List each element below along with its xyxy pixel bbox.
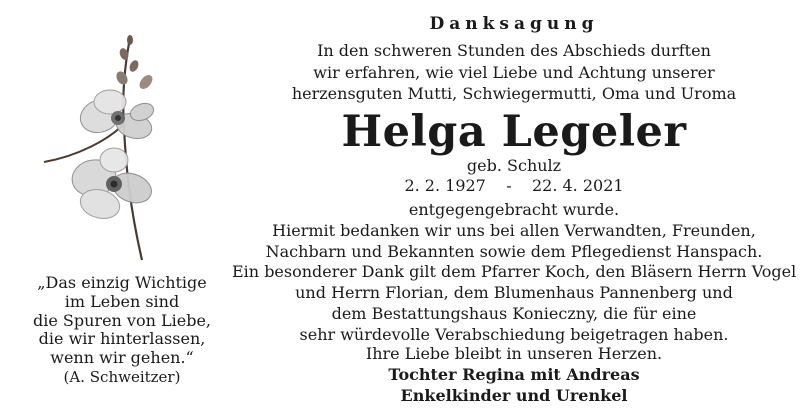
intro-line: herzensguten Mutti, Schwiegermutti, Oma und Uroma bbox=[291, 84, 737, 103]
signature-line: Tochter Regina mit Andreas bbox=[388, 365, 640, 384]
life-dates: 2. 2. 1927 - 22. 4. 2021 bbox=[404, 176, 624, 195]
quote-author: (A. Schweitzer) bbox=[63, 367, 181, 386]
intro-line: In den schweren Stunden des Abschieds durften bbox=[317, 41, 711, 60]
quote-line: „Das einzig Wichtige bbox=[37, 273, 207, 292]
body-line: Hiermit bedanken wir uns bei allen Verwandten, Freunden, bbox=[272, 220, 756, 240]
closing-block bbox=[232, 343, 796, 406]
quote-line: wenn wir gehen.“ bbox=[50, 348, 194, 368]
orchid-image bbox=[38, 28, 198, 268]
quote-line: die wir hinterlassen, bbox=[38, 329, 206, 349]
closing-line: Ihre Liebe bleibt in unseren Herzen. bbox=[365, 344, 663, 363]
quote-line: die Spuren von Liebe, bbox=[33, 310, 211, 330]
body-line: und Herrn Florian, dem Blumenhaus Pannenberg und bbox=[295, 283, 733, 303]
signature-line: Enkelkinder und Urenkel bbox=[400, 386, 628, 405]
quote-block bbox=[22, 274, 222, 387]
birth-name: geb. Schulz bbox=[466, 156, 562, 175]
intro-line: wir erfahren, wie viel Liebe und Achtung unserer bbox=[313, 62, 715, 82]
notice-title: Danksagung bbox=[429, 14, 599, 34]
body-line: Nachbarn und Bekannten sowie dem Pflegedienst Hanspach. bbox=[265, 241, 763, 261]
deceased-name: Helga Legeler bbox=[341, 107, 687, 157]
body-line: Ein besonderer Dank gilt dem Pfarrer Koch, den Bläsern Herrn Vogel bbox=[232, 262, 797, 282]
body-line: entgegengebracht wurde. bbox=[408, 200, 620, 219]
thanks-text bbox=[232, 200, 796, 346]
body-line: dem Bestattungshaus Konieczny, die für eine bbox=[331, 303, 697, 323]
intro-text bbox=[232, 40, 796, 105]
body-line: sehr würdevolle Verabschiedung beigetragen haben. bbox=[299, 324, 729, 344]
quote-line: im Leben sind bbox=[64, 291, 180, 311]
